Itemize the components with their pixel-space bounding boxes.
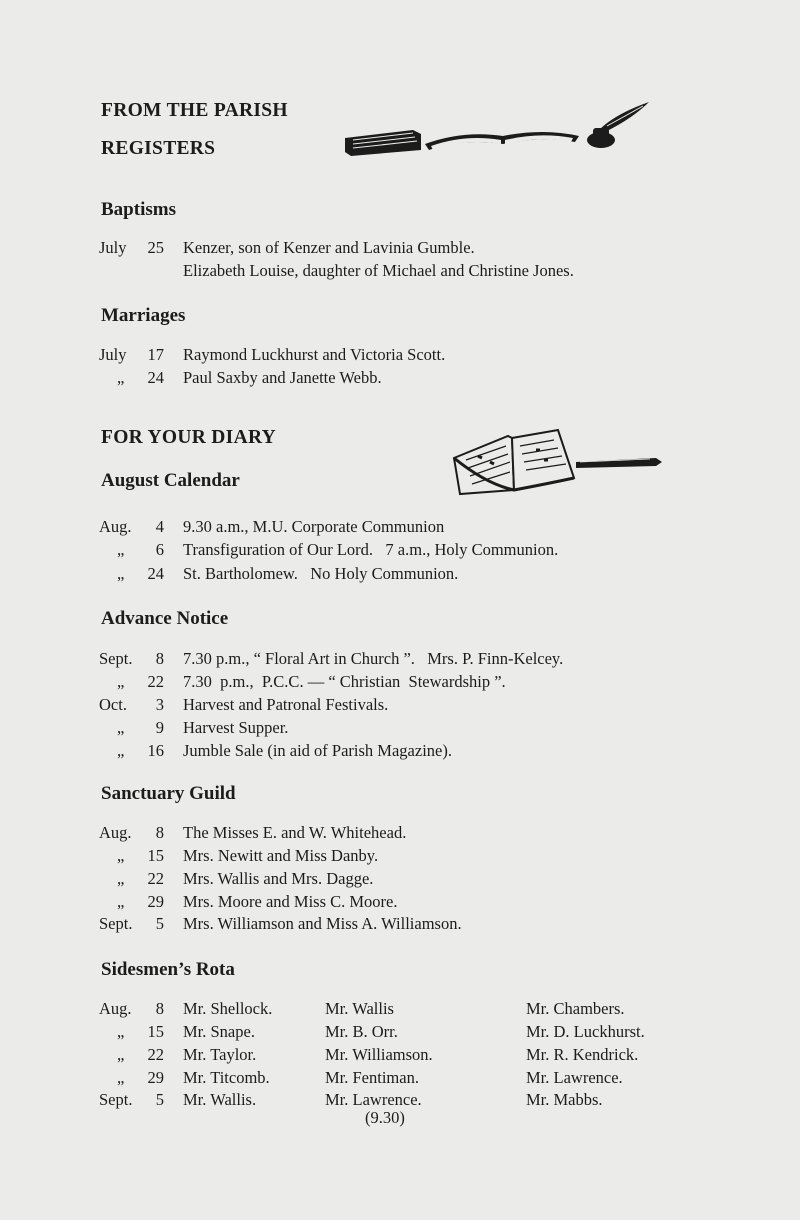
rota-name: Mr. Titcomb. [183, 1068, 270, 1087]
entry-month: „ [117, 672, 125, 691]
entry-text: 7.30 p.m., P.C.C. — “ Christian Stewardship ”. [183, 672, 506, 691]
entry-month: „ [117, 741, 125, 760]
rota-name: Mr. Williamson. [325, 1045, 433, 1064]
entry-day: 29 [147, 892, 164, 911]
entry-text: Mrs. Moore and Miss C. Moore. [183, 892, 398, 911]
baptisms-title: Baptisms [101, 199, 176, 220]
book-and-quill-icon [343, 100, 653, 160]
sidesmen-rota-title: Sidesmen’s Rota [101, 959, 235, 980]
rota-name: Mr. B. Orr. [325, 1022, 398, 1041]
entry-day: 4 [155, 517, 164, 536]
entry-text: Raymond Luckhurst and Victoria Scott. [183, 345, 446, 364]
august-calendar-title: August Calendar [101, 470, 240, 491]
rota-name: Mr. Lawrence. [325, 1090, 422, 1109]
entry-month: Aug. [99, 999, 132, 1018]
entry-month: July [99, 238, 127, 257]
rota-name: Mr. Snape. [183, 1022, 255, 1041]
rota-name: Mr. Chambers. [526, 999, 625, 1018]
rota-name: Mr. Shellock. [183, 999, 273, 1018]
sanctuary-guild-title: Sanctuary Guild [101, 783, 236, 804]
entry-month: Sept. [99, 914, 133, 933]
entry-text: Harvest Supper. [183, 718, 289, 737]
entry-day: 16 [147, 741, 164, 760]
entry-text: Jumble Sale (in aid of Parish Magazine). [183, 741, 452, 760]
entry-text: Harvest and Patronal Festivals. [183, 695, 389, 714]
entry-text: Mrs. Wallis and Mrs. Dagge. [183, 869, 374, 888]
rota-name: Mr. Fentiman. [325, 1068, 419, 1087]
entry-day: 15 [147, 1022, 164, 1041]
entry-text: The Misses E. and W. Whitehead. [183, 823, 407, 842]
rota-name: Mr. D. Luckhurst. [526, 1022, 645, 1041]
rota-name: Mr. Taylor. [183, 1045, 257, 1064]
entry-day: 29 [147, 1068, 164, 1087]
entry-day: 22 [147, 1045, 164, 1064]
entry-text: Mrs. Newitt and Miss Danby. [183, 846, 379, 865]
entry-day: 25 [147, 238, 164, 257]
entry-month: „ [117, 718, 125, 737]
entry-text: 7.30 p.m., “ Floral Art in Church ”. Mrs. P. Finn-Kelcey. [183, 649, 564, 668]
entry-day: 22 [147, 869, 164, 888]
entry-text: Elizabeth Louise, daughter of Michael and Christine Jones. [183, 261, 574, 280]
entry-month: Oct. [99, 695, 127, 714]
rota-name: Mr. Wallis [325, 999, 394, 1018]
entry-text: Paul Saxby and Janette Webb. [183, 368, 382, 387]
registers-heading-line1: FROM THE PARISH [101, 100, 288, 121]
entry-day: 5 [155, 1090, 164, 1109]
entry-month: „ [117, 1068, 125, 1087]
entry-month: Aug. [99, 823, 132, 842]
entry-month: „ [117, 1022, 125, 1041]
entry-month: Sept. [99, 649, 133, 668]
entry-day: 17 [147, 345, 164, 364]
entry-day: 8 [155, 999, 164, 1018]
entry-text: 9.30 a.m., M.U. Corporate Communion [183, 517, 445, 536]
entry-month: July [99, 345, 127, 364]
rota-name: Mr. R. Kendrick. [526, 1045, 639, 1064]
entry-text: Kenzer, son of Kenzer and Lavinia Gumble. [183, 238, 475, 257]
diary-heading: FOR YOUR DIARY [101, 427, 277, 448]
entry-day: 15 [147, 846, 164, 865]
rota-name: Mr. Lawrence. [526, 1068, 623, 1087]
entry-day: 24 [147, 564, 164, 583]
entry-text: Mrs. Williamson and Miss A. Williamson. [183, 914, 462, 933]
entry-text: St. Bartholomew. No Holy Communion. [183, 564, 459, 583]
rota-time-note: (9.30) [365, 1108, 405, 1127]
registers-heading-line2: REGISTERS [101, 138, 216, 159]
entry-day: 3 [155, 695, 164, 714]
open-diary-icon [450, 428, 680, 498]
entry-month: „ [117, 540, 125, 559]
entry-day: 9 [155, 718, 164, 737]
entry-day: 5 [155, 914, 164, 933]
entry-month: „ [117, 368, 125, 387]
entry-month: Aug. [99, 517, 132, 536]
entry-month: „ [117, 1045, 125, 1064]
entry-month: „ [117, 846, 125, 865]
entry-month: „ [117, 892, 125, 911]
advance-notice-title: Advance Notice [101, 608, 229, 629]
rota-name: Mr. Mabbs. [526, 1090, 603, 1109]
entry-day: 24 [147, 368, 164, 387]
entry-day: 8 [155, 649, 164, 668]
rota-name: Mr. Wallis. [183, 1090, 257, 1109]
entry-month: „ [117, 564, 125, 583]
entry-month: Sept. [99, 1090, 133, 1109]
entry-day: 8 [155, 823, 164, 842]
entry-text: Transfiguration of Our Lord. 7 a.m., Holy Communion. [183, 540, 559, 559]
entry-day: 22 [147, 672, 164, 691]
entry-day: 6 [155, 540, 164, 559]
marriages-title: Marriages [101, 305, 186, 326]
entry-month: „ [117, 869, 125, 888]
